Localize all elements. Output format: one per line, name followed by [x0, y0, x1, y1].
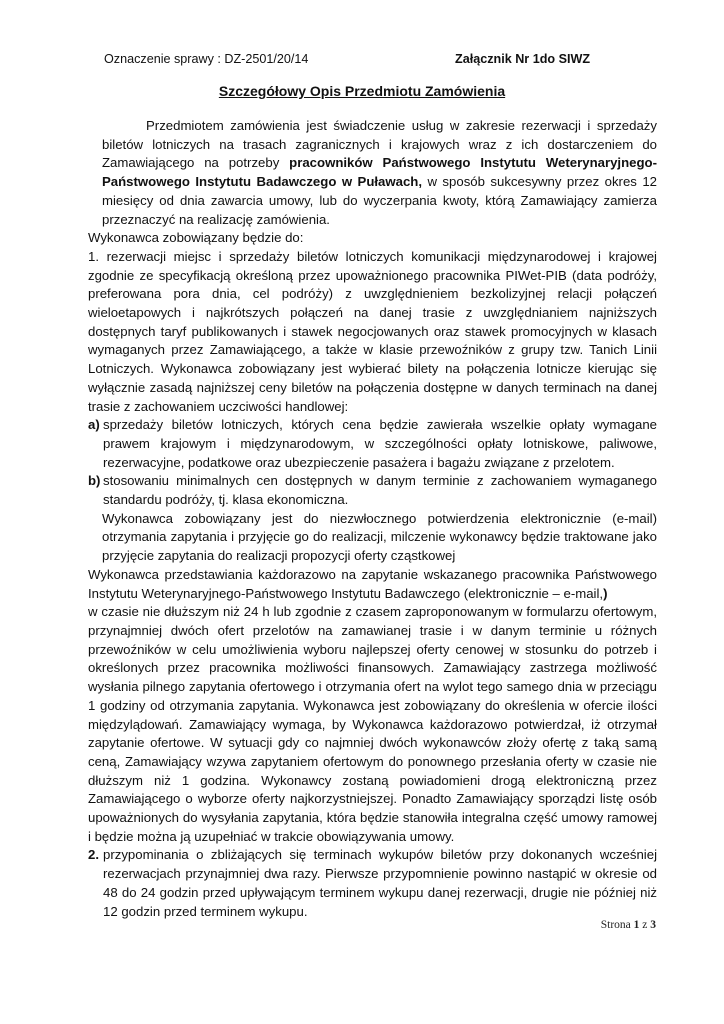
confirmation-text: Wykonawca zobowiązany jest do niezwłocznego potwierdzenia elektronicznie (e-mail) otrzymania zapytania i przyjęcie go do realizacji, milczenie wykonawcy będzie traktowane jako przyjęcie zapytania do realizacji propozycji oferty cząstkowej	[102, 510, 657, 564]
intro-text-1: Przedmiotem zamówienia jest świadczenie usług w zakresie rezerwacji i sprzedaży biletów lotniczych na trasach zagranicznych i krajowych wraz z ich dostarczeniem do Zamawiającego na potrzeby	[102, 118, 657, 171]
list-marker-b: b)	[88, 473, 101, 489]
point-1-paragraph: 1. rezerwacji miejsc i sprzedaży biletów lotniczych komunikacji międzynarodowej i krajowej zgodnie ze specyfikacją określoną przez upoważnionego pracownika PIWet-PIB (data podróży, preferowana pora dnia, cel podróży) z uwzględnieniem bezkolizyjnej relacji połączeń wieloetapowych i najkrótszych połączeń na danej trasie z uwzględnianiem najniższych dostępnych taryf publikowanych i stawek negocjowanych oraz stawek promocyjnych w klasach wymaganych przez Zamawiającego, a także w klasie przewoźników z grupy tzw. Tanich Linii Lotniczych. Wykonawca zobowiązany jest wybierać bilety na połączenia lotnicze kierując się wyłącznie zasadą najniższej ceny biletów na połączenia dostępne w danych terminach na danej trasie z zachowaniem uczciwości handlowej:	[88, 248, 657, 414]
time-paragraph: w czasie nie dłuższym niż 24 h lub zgodnie z czasem zaproponowanym w formularzu ofertowym, przynajmniej dwóch ofert przelotów na zamawianej trasie i w danym terminie u różnych przewoźników w celu umożliwienia wyboru najlepszej oferty cenowej w stosunku do potrzeb i określonych przez pracownika możliwości finansowych. Zamawiający zastrzega możliwość wysłania pilnego zapytania ofertowego i otrzymania ofert na wylot tego samego dnia w przeciągu 1 godziny od otrzymania zapytania. Wykonawca jest zobowiązany do określenia w ofercie ilości międzylądowań. Zamawiający wymaga, by Wykonawca każdorazowo potwierdzał, iż otrzymał zapytanie ofertowe. W sytuacji gdy co najmniej dwóch wykonawców złoży ofertę z taką samą ceną, Zamawiający wzywa zapytaniem ofertowym do ponownego przesłania oferty w czasie nie dłuższym niż 1 godzina. Wykonawcy zostaną powiadomieni drogą elektroniczną przez Zamawiającego o wyborze oferty najkorzystniejszej. Ponadto Zamawiający sporządzi listę osób upoważnionych do wysyłania zapytania, która będzie stanowiła integralna część umowy ramowej i będzie można ją uzupełniać w trakcie obowiązywania umowy.	[88, 604, 657, 844]
presentation-close: )	[603, 585, 608, 601]
presentation-paragraph	[88, 566, 657, 603]
footer-total-pages: 3	[650, 919, 656, 931]
obligation-heading: Wykonawca zobowiązany będzie do:	[88, 230, 304, 246]
footer-of: z	[642, 919, 648, 931]
list-text-a: sprzedaży biletów lotniczych, których cena będzie zawierała wszelkie opłaty wymagane prawem krajowym i międzynarodowym, w szczególności opłaty lotniskowe, paliwowe, rezerwacyjne, podatkowe oraz ubezpieczenie pasażera i bagażu związane z przelotem.	[103, 417, 657, 470]
page-footer	[601, 919, 656, 931]
intro-paragraph	[88, 117, 657, 229]
point-2-text: przypominania o zbliżających się terminach wykupów biletów przy dokonanych wcześniej rezerwacjach przynajmniej dwa razy. Pierwsze przypomnienie powinno nastąpić w okresie od 48 do 24 godzin przed upływającym terminem wykupu danej rezerwacji, drugie nie później niż 12 godzin przed terminem wykupu.	[103, 847, 657, 919]
case-number: Oznaczenie sprawy : DZ-2501/20/14	[104, 52, 309, 66]
footer-label: Strona	[600, 919, 631, 931]
list-text-b: stosowaniu minimalnych cen dostępnych w danym terminie z zachowaniem wymaganego standardu podróży, tj. klasa ekonomiczna.	[103, 473, 657, 508]
point-2-marker: 2.	[88, 847, 99, 863]
page-title: Szczegółowy Opis Przedmiotu Zamówienia	[218, 83, 506, 99]
footer-page-number: 1	[633, 919, 640, 931]
attachment-label: Załącznik Nr 1do SIWZ	[455, 52, 591, 66]
intro-bold-text: pracowników Państwowego Instytutu Weterynaryjnego-Państwowego Instytutu Badawczego w Puławach,	[102, 155, 657, 190]
document-body	[88, 117, 657, 921]
point-2	[88, 846, 657, 921]
presentation-text: Wykonawca przedstawiania każdorazowo na zapytanie wskazanego pracownika Państwowego Instytutu Weterynaryjnego-Państwowego Instytutu Badawczego (elektronicznie – e-mail,	[88, 566, 657, 601]
intro-text-2: w sposób sukcesywny przez okres 12 miesięcy od dnia zawarcia umowy, lub do wyczerpania kwoty, którą Zamawiający zamierza przeznaczyć na realizację zamówienia.	[102, 174, 657, 227]
confirmation-paragraph	[88, 510, 657, 566]
list-marker-a: a)	[88, 417, 100, 433]
list-item-a	[88, 416, 657, 472]
list-item-b	[88, 472, 657, 509]
